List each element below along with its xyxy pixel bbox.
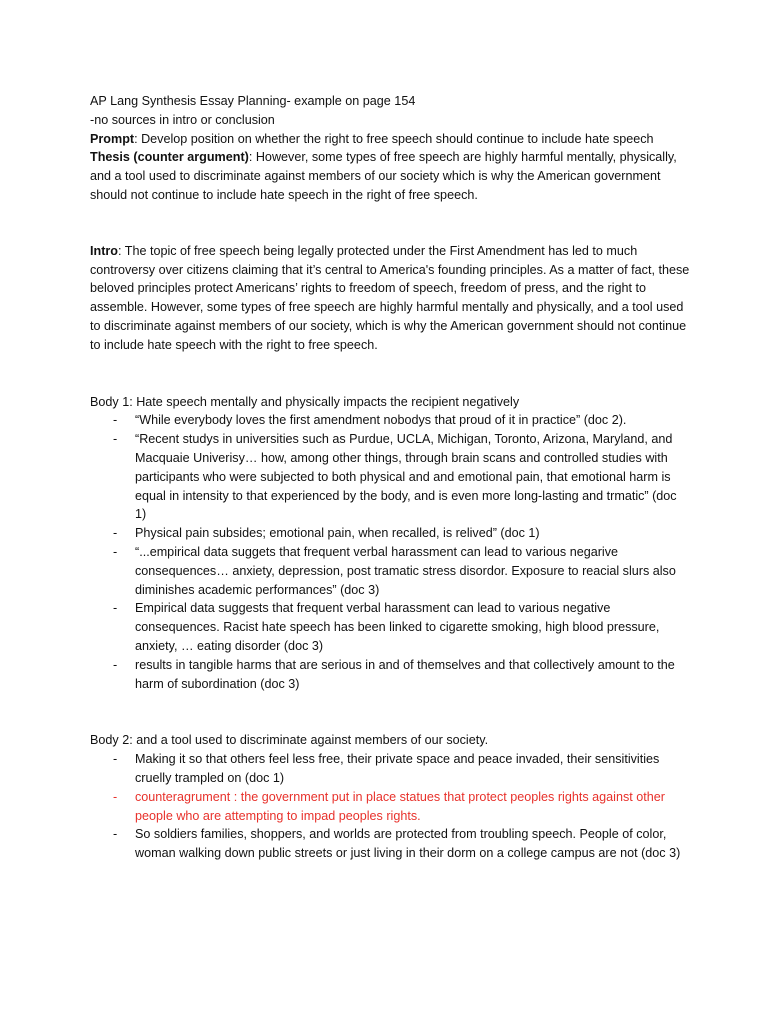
thesis-paragraph xyxy=(90,148,690,204)
body2-sublist xyxy=(90,825,690,863)
counterargument-item: - counteragrument : the government put in place statues that protect peoples rights against other people who are attempting to impad peoples rights. xyxy=(90,788,690,826)
doc-note: -no sources in intro or conclusion xyxy=(90,112,275,127)
thesis-label: Thesis (counter argument) xyxy=(90,150,249,165)
doc-title: AP Lang Synthesis Essay Planning- example on page 154 xyxy=(90,94,416,108)
list-item: - “Recent studys in universities such as Purdue, UCLA, Michigan, Toronto, Arizona, Maryland, and Macquaie Univerisy… how, among other things, through brain scans and controlled studies with participants who were subjected to both physical and and emotional pain, that emotional harm is equal in intensity to that experienced by the body, and is even more long-lasting and trmatic” (doc 1) xyxy=(90,430,690,524)
prompt-paragraph xyxy=(90,130,690,149)
body1-list xyxy=(90,411,690,693)
list-item: - “...empirical data suggets that frequent verbal harassment can lead to various negarive consequences… anxiety, depression, post tramatic stress disordor. Exposure to reacial slurs also diminishes academic performances” (doc 3) xyxy=(90,543,690,599)
list-item: - Making it so that others feel less free, their private space and peace invaded, their sensitivities cruelly trampled on (doc 1) xyxy=(90,750,690,788)
intro-label: Intro xyxy=(90,243,118,258)
list-item: - results in tangible harms that are serious in and of themselves and that collectively amount to the harm of subordination (doc 3) xyxy=(90,656,690,694)
list-item: - So soldiers families, shoppers, and worlds are protected from troubling speech. People of color, woman walking down public streets or just living in their dorm on a college campus are not (doc 3) xyxy=(90,825,690,863)
prompt-label: Prompt xyxy=(90,131,135,146)
document-page xyxy=(90,92,690,863)
body2-list xyxy=(90,750,690,825)
list-item: - Physical pain subsides; emotional pain, when recalled, is relived” (doc 1) xyxy=(90,524,690,543)
list-item: - Empirical data suggests that frequent verbal harassment can lead to various negative consequences. Racist hate speech has been linked to cigarette smoking, high blood pressure, anxiety, … eating disorder (doc 3) xyxy=(90,599,690,655)
prompt-text: : Develop position on whether the right to free speech should continue to include hate speech xyxy=(134,131,654,146)
intro-text: : The topic of free speech being legally protected under the First Amendment has led to much controversy over citizens claiming that it’s central to America's founding principles. As a matter of fact, these beloved principles protect Americans’ rights to freedom of speech, freedom of press, and the right to assemble. However, some types of free speech are highly harmful mentally and physically, and a tool used to discriminate against members of our society, which is why the American government should not continue to include hate speech with the right to free speech. xyxy=(90,243,690,352)
intro-paragraph xyxy=(90,242,690,355)
body2-heading: Body 2: and a tool used to discriminate against members of our society. xyxy=(90,733,489,748)
body1-heading: Body 1: Hate speech mentally and physically impacts the recipient negatively xyxy=(90,394,520,409)
thesis-text: : However, some types of free speech are highly harmful mentally, physically, and a tool used to discriminate against members of our society which is why the American government should not continue to include hate speech in the right of free speech. xyxy=(90,150,677,202)
list-item: - “While everybody loves the first amendment nobodys that proud of it in practice” (doc 2). xyxy=(90,411,690,430)
